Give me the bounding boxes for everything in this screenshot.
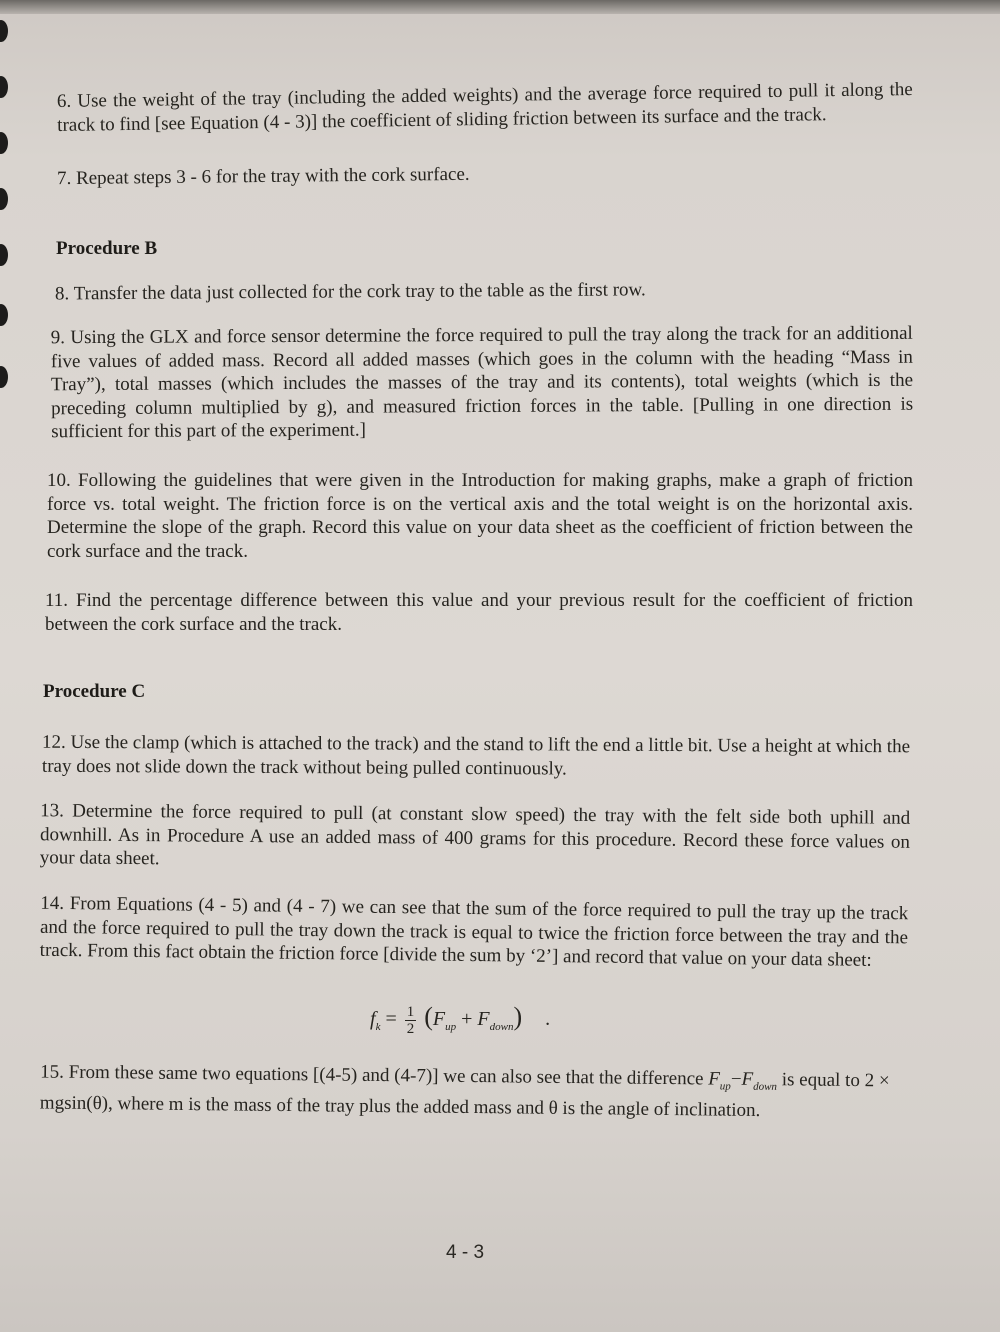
step-7: 7. Repeat steps 3 - 6 for the tray with the cork surface.	[56, 163, 470, 190]
step-11: 11. Find the percentage difference between this value and your previous result for the coefficient of friction between the cork surface and the track.	[45, 590, 913, 635]
step-9: 9. Using the GLX and force sensor determine the force required to pull the tray along the track for an additional five values of added mass. Record all added masses (which goes in the column with the heading “Mass in Tray”), total masses (which includes the masses of the tray and its contents), total weights (which is the preceding column multiplied by g), and measured friction forces in the table. [Pulling in one direction is sufficient for this part of the experiment.]	[50, 322, 914, 443]
step-6: 6. Use the weight of the tray (including the added weights) and the average force required to pull it along the track to find [see Equation (4 - 3)] the coefficient of sliding friction between its surface and the track.	[56, 79, 913, 136]
procedure-b-heading: Procedure B	[56, 238, 158, 259]
step-10: 10. Following the guidelines that were given in the Introduction for making graphs, make a graph of friction force vs. total weight. The friction force is on the vertical axis and the total weight is on the horizontal axis. Determine the slope of the graph. Record this value on your data sheet as the coefficient of friction between the cork surface and the track.	[47, 470, 913, 562]
procedure-c-heading: Procedure C	[43, 681, 146, 702]
step-13: 13. Determine the force required to pull (at constant slow speed) the tray with the felt side both uphill and downhill. As in Procedure A use an added mass of 400 grams for this procedure. Record these force values on your data sheet.	[39, 800, 911, 870]
step-8: 8. Transfer the data just collected for the cork tray to the table as the first row.	[54, 279, 646, 305]
step-14: 14. From Equations (4 - 5) and (4 - 7) we can see that the sum of the force required to pull the tray up the track and the force required to pull the tray down the track is equal to twice the friction force between the tray and the track. From this fact obtain the friction force [divide the sum by ‘2’] and record that value on your data sheet:	[39, 892, 909, 971]
page-number: 4 - 3	[446, 1242, 485, 1263]
step-12: 12. Use the clamp (which is attached to the track) and the stand to lift the end a little bit. Use a height at which the tray does not slide down the track without being pulled continuously.	[41, 731, 911, 779]
top-shadow	[0, 0, 1000, 14]
friction-equation: $f_k$ = $\frac{1}{2}$ $(F_{up} + F_{down})$ .	[370, 1002, 551, 1037]
binder-holes	[0, 14, 8, 634]
step-15: 15. From these same two equations [(4-5) and (4-7)] we can also see that the difference $F_{up}-F_{down}$ is equal to 2 × mgsin(θ), where m is the mass of the tray plus the added mass and θ is the angle of inclination.	[39, 1061, 890, 1122]
